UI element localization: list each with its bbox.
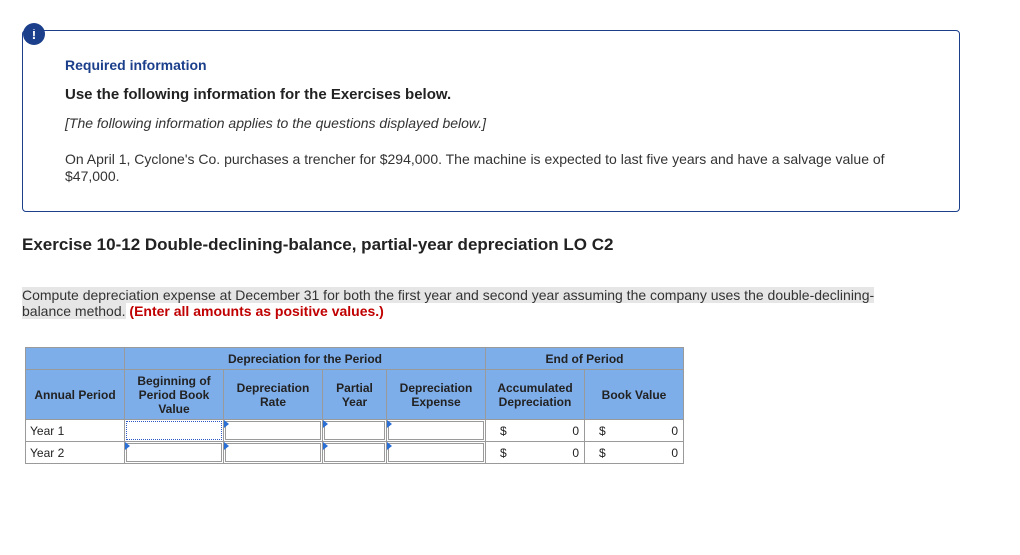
header-beginning-book-value: Beginning of Period Book Value: [125, 370, 224, 420]
dropdown-marker-icon: [387, 442, 392, 450]
depreciation-table: [25, 347, 684, 464]
currency-symbol: $: [500, 446, 507, 460]
header-depreciation-period: Depreciation for the Period: [125, 348, 486, 370]
header-end-of-period: End of Period: [486, 348, 684, 370]
alert-icon: !: [23, 23, 45, 45]
beginning-book-value-input[interactable]: [125, 420, 224, 442]
exercise-instruction: [22, 287, 920, 319]
table-row: [26, 442, 684, 464]
instruction-text: Compute depreciation expense at December 31 for both the first year and second year assuming the company uses the double-declining-balance method.: [22, 287, 875, 319]
currency-symbol: $: [599, 446, 606, 460]
beginning-book-value-input[interactable]: [125, 442, 224, 464]
row-label: Year 2: [26, 442, 125, 464]
info-body: On April 1, Cyclone's Co. purchases a trencher for $294,000. The machine is expected to last five years and have a salvage value of $47,000.: [65, 151, 885, 184]
depreciation-expense-input[interactable]: [387, 420, 486, 442]
currency-symbol: $: [599, 424, 606, 438]
dropdown-marker-icon: [323, 442, 328, 450]
header-depreciation-rate: Depreciation Rate: [224, 370, 323, 420]
header-annual-period: Annual Period: [26, 370, 125, 420]
accumulated-value: 0: [572, 424, 579, 438]
header-book-value: Book Value: [585, 370, 684, 420]
required-info-label: Required information: [65, 57, 207, 73]
use-info-heading: Use the following information for the Exercises below.: [65, 86, 452, 103]
book-value: 0: [671, 446, 678, 460]
depreciation-rate-input[interactable]: [224, 420, 323, 442]
table-row: [26, 420, 684, 442]
accumulated-depreciation-cell: [486, 420, 585, 442]
instruction-emphasis: (Enter all amounts as positive values.): [129, 303, 384, 319]
header-partial-year: Partial Year: [323, 370, 387, 420]
dropdown-marker-icon: [224, 442, 229, 450]
partial-year-input[interactable]: [323, 442, 387, 464]
book-value-cell: [585, 442, 684, 464]
header-blank-left: [26, 348, 125, 370]
header-accumulated-depreciation: Accumulated Depreciation: [486, 370, 585, 420]
currency-symbol: $: [500, 424, 507, 438]
accumulated-value: 0: [572, 446, 579, 460]
book-value-cell: [585, 420, 684, 442]
row-label: Year 1: [26, 420, 125, 442]
dropdown-marker-icon: [323, 420, 328, 428]
depreciation-rate-input[interactable]: [224, 442, 323, 464]
exercise-title: Exercise 10-12 Double-declining-balance, partial-year depreciation LO C2: [22, 235, 614, 254]
partial-year-input[interactable]: [323, 420, 387, 442]
accumulated-depreciation-cell: [486, 442, 585, 464]
dropdown-marker-icon: [224, 420, 229, 428]
dropdown-marker-icon: [125, 442, 130, 450]
dropdown-marker-icon: [387, 420, 392, 428]
required-info-box: [22, 30, 960, 212]
header-depreciation-expense: Depreciation Expense: [387, 370, 486, 420]
depreciation-expense-input[interactable]: [387, 442, 486, 464]
book-value: 0: [671, 424, 678, 438]
info-note: [The following information applies to the questions displayed below.]: [65, 115, 487, 131]
